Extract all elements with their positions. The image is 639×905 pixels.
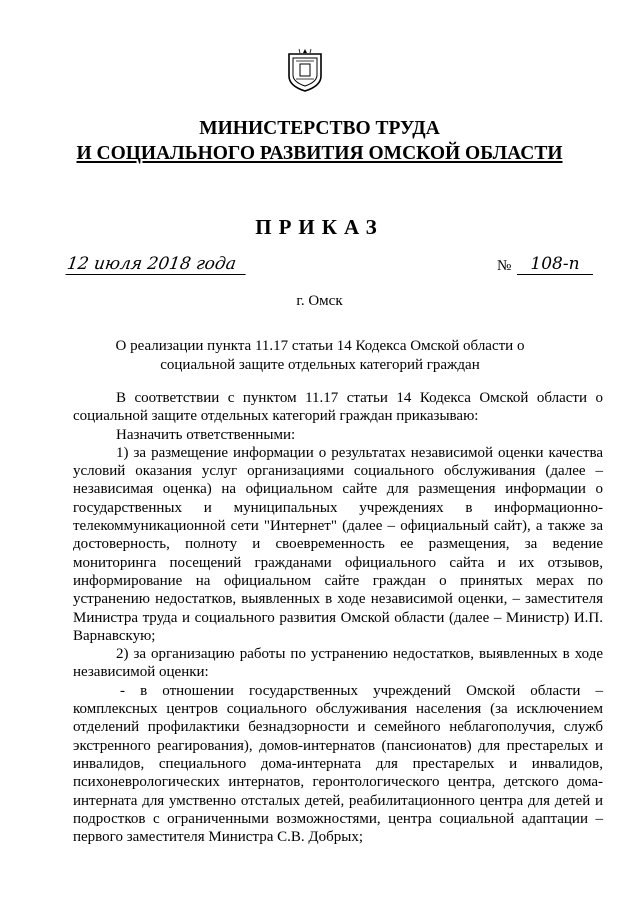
ministry-name-line-2: И СОЦИАЛЬНОГО РАЗВИТИЯ ОМСКОЙ ОБЛАСТИ	[76, 143, 563, 164]
order-number: 108-п	[517, 254, 593, 275]
ministry-name	[0, 116, 639, 166]
paragraph-preamble: В соответствии с пунктом 11.17 статьи 14 Кодекса Омской области о социальной защите отдельных категорий граждан приказываю:	[73, 390, 603, 425]
paragraph-item-2: 2) за организацию работы по устранению недостатков, выявленных в ходе независимой оценки:	[73, 646, 603, 681]
order-body	[73, 389, 603, 846]
ministry-name-line-1: МИНИСТЕРСТВО ТРУДА	[199, 118, 440, 139]
paragraph-appoint: Назначить ответственными:	[116, 426, 296, 443]
city: г. Омск	[296, 293, 343, 309]
order-date: 12 июля 2018 года	[66, 254, 249, 275]
order-number-label: №	[497, 258, 512, 274]
document-type: ПРИКАЗ	[255, 215, 384, 239]
paragraph-item-2-sub: - в отношении государственных учреждений Омской области – комплексных центров социального обслуживания населения (за исключением отделений профилактики безнадзорности и семейного неблагополучия, служб экстренного реагирования), домов-интернатов (пансионатов) для престарелых и инвалидов, специального дома-интерната для престарелых и инвалидов, психоневрологических интернатов, геронтологического центра, детского дома-интерната для умственно отсталых детей, реабилитационного центра для детей и подростков с ограниченными возможностями, центра социальной адаптации – первого заместителя Министра С.В. Добрых;	[73, 682, 603, 846]
coat-of-arms-icon	[287, 48, 323, 92]
order-subject: О реализации пункта 11.17 статьи 14 Кодекса Омской области о социальной защите отдельных категорий граждан	[115, 338, 525, 373]
paragraph-item-1: 1) за размещение информации о результатах независимой оценки качества условий оказания услуг организациями социального обслуживания (далее – независимая оценка) на официальном сайте для размещения информации о государственных и муниципальных учреждениях в информационно-телекоммуникационной сети "Интернет" (далее – официальный сайт), а также за достоверность, полноту и своевременность ее размещения, за ведение мониторинга посещений гражданами официального сайта и их отзывов, информирование на официальном сайте граждан о принятых мерах по устранению недостатков, выявленных в ходе независимой оценки, – заместителя Министра труда и социального развития Омской области (далее – Министр) И.П. Варнавскую;	[73, 444, 603, 644]
